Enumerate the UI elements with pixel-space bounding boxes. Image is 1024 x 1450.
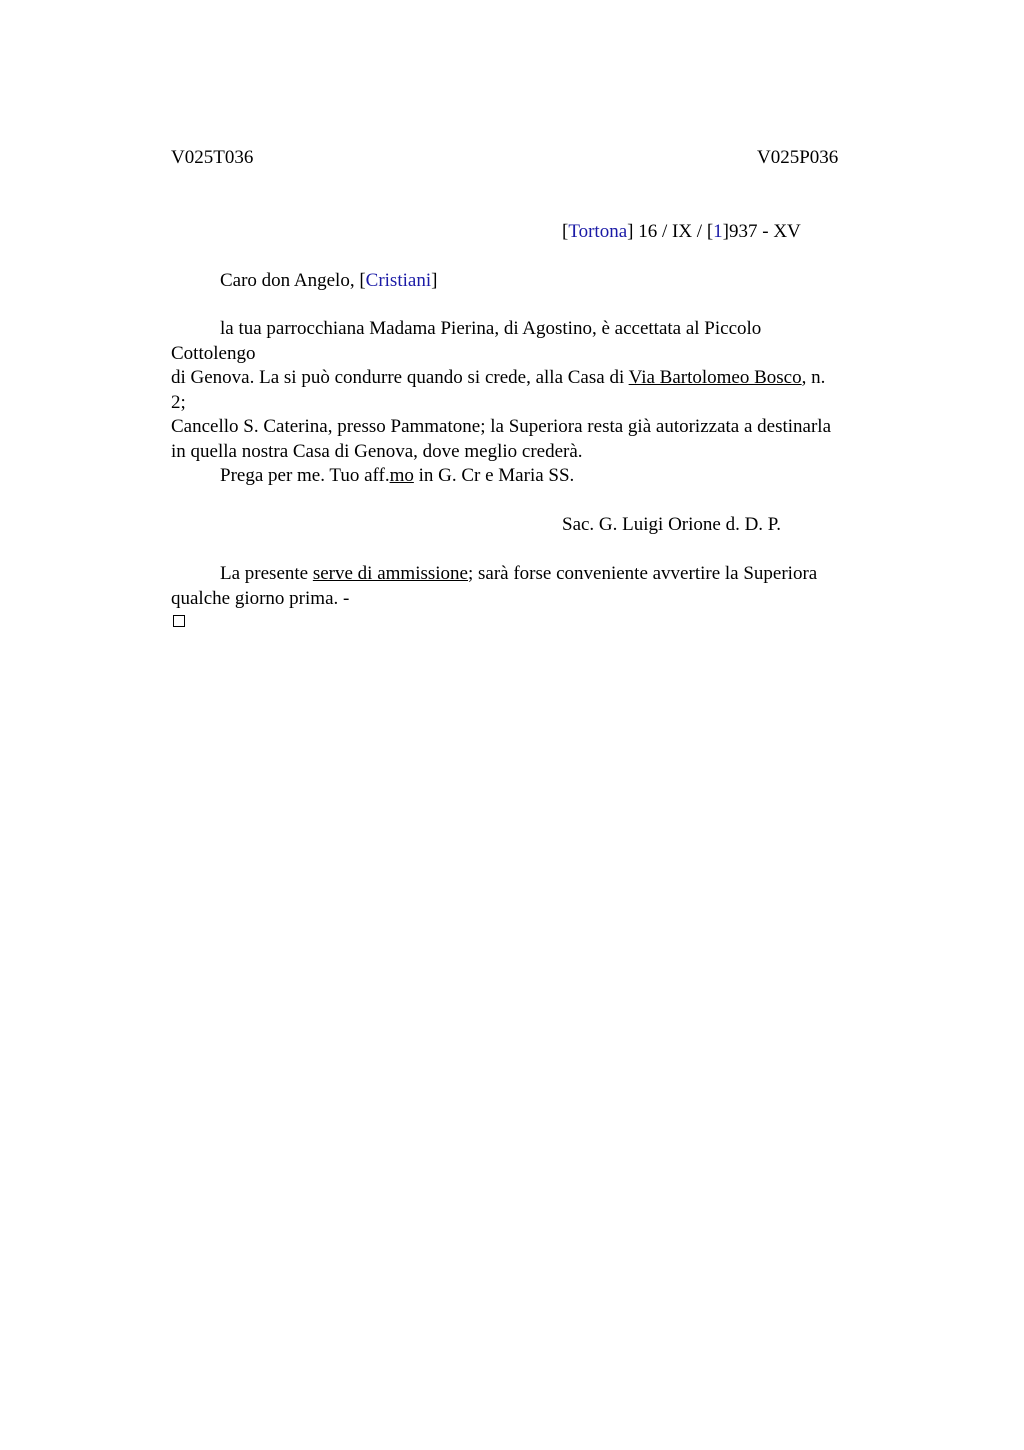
body-line-3-end: , n.	[801, 367, 826, 388]
salutation-close: ]	[431, 270, 438, 291]
postscript-underlined: serve di ammissione	[312, 563, 468, 584]
body-line-5: Cancello S. Caterina, presso Pammatone; la Superiora resta già autorizzata a destinarla	[171, 416, 832, 437]
address-underlined: Via Bartolomeo Bosco	[628, 367, 802, 388]
salutation-name: Cristiani	[365, 270, 432, 291]
empty-box-symbol	[173, 615, 185, 627]
letter-body	[171, 317, 901, 489]
date-line	[562, 220, 801, 245]
abbreviation-underlined: mo	[389, 465, 414, 486]
date-open-bracket: [	[562, 221, 569, 242]
body-line-2: Cottolengo	[171, 342, 256, 364]
right-document-code: V025P036	[757, 147, 839, 168]
body-line-3-start: di Genova. La si può condurre quando si crede, alla Casa di	[171, 367, 629, 388]
postscript-line-1	[220, 562, 817, 587]
body-line-7	[171, 464, 901, 489]
date-rest: ]937 - XV	[722, 221, 801, 242]
date-place: Tortona	[568, 221, 628, 242]
body-line-1: la tua parrocchiana Madama Pierina, di Agostino, è accettata al Piccolo	[220, 318, 762, 339]
body-line-7-start: Prega per me. Tuo aff.	[220, 465, 390, 486]
postscript-end: ; sarà forse conveniente avvertire la Superiora	[467, 563, 818, 584]
body-line-3	[171, 366, 901, 391]
signature: Sac. G. Luigi Orione d. D. P.	[562, 514, 782, 535]
body-line-7-end: in G. Cr e Maria SS.	[413, 465, 575, 486]
date-middle: ] 16 / IX / [	[627, 221, 714, 242]
postscript-line-2: qualche giorno prima. -	[171, 588, 350, 609]
body-line-4: 2;	[171, 391, 186, 413]
salutation	[220, 269, 437, 294]
left-document-code: V025T036	[171, 147, 254, 168]
body-line-6: in quella nostra Casa di Genova, dove meglio crederà.	[171, 440, 583, 462]
salutation-text: Caro don Angelo, [	[220, 270, 366, 291]
postscript-start: La presente	[220, 563, 313, 584]
date-year-prefix: 1	[713, 221, 723, 242]
